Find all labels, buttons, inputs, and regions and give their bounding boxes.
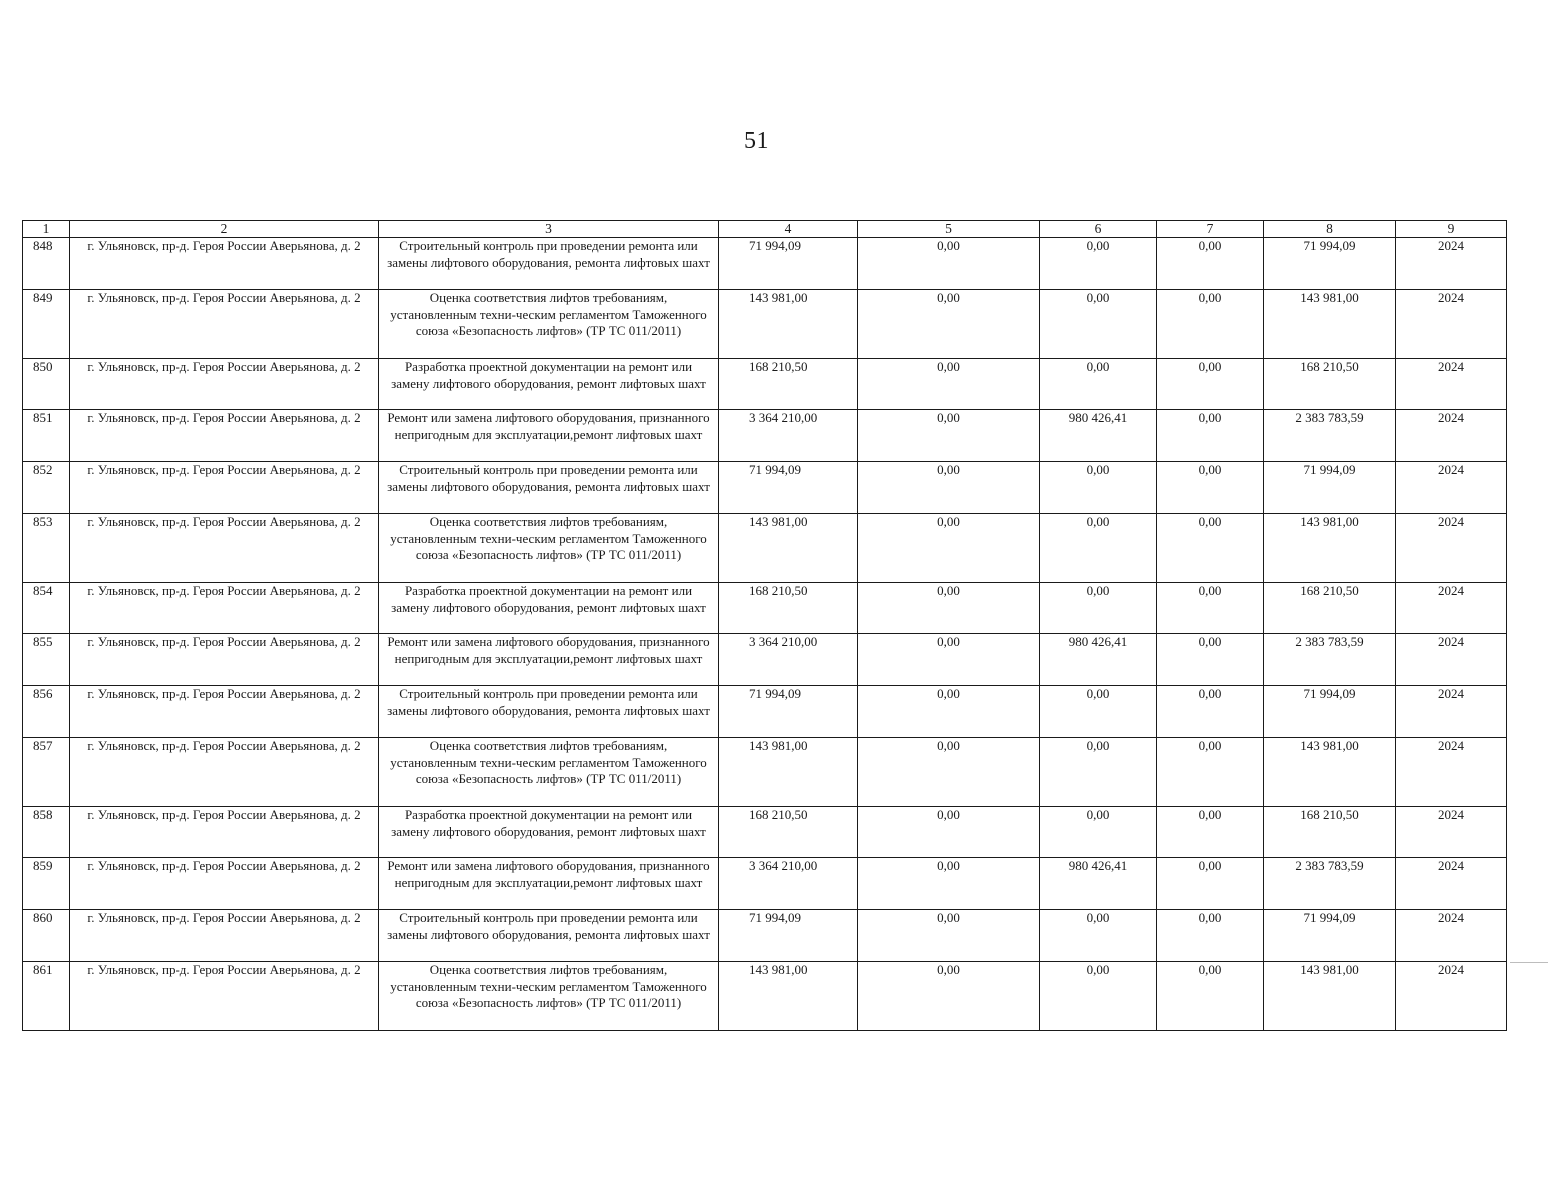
work-type-cell: Ремонт или замена лифтового оборудования, признанного непригодным для эксплуатации,ремонт лифтовых шахт [379, 858, 719, 910]
row-number-cell: 857 [23, 738, 70, 807]
col8-value-cell: 71 994,09 [1264, 686, 1396, 738]
row-number-cell: 853 [23, 514, 70, 583]
address-cell: г. Ульяновск, пр-д. Героя России Аверьянова, д. 2 [70, 858, 379, 910]
row-number-cell: 856 [23, 686, 70, 738]
row-number-cell: 858 [23, 807, 70, 858]
col7-value-cell: 0,00 [1157, 462, 1264, 514]
address-cell: г. Ульяновск, пр-д. Героя России Аверьянова, д. 2 [70, 359, 379, 410]
header-col-7: 7 [1157, 221, 1264, 238]
col5-value-cell: 0,00 [858, 359, 1040, 410]
page-number: 51 [744, 128, 769, 154]
col8-value-cell: 143 981,00 [1264, 962, 1396, 1031]
table-row [23, 807, 1507, 858]
col7-value-cell: 0,00 [1157, 738, 1264, 807]
row-number-cell: 852 [23, 462, 70, 514]
col6-value-cell: 980 426,41 [1040, 858, 1157, 910]
header-col-3: 3 [379, 221, 719, 238]
col7-value-cell: 0,00 [1157, 858, 1264, 910]
table-row [23, 462, 1507, 514]
col5-value-cell: 0,00 [858, 238, 1040, 290]
col6-value-cell: 0,00 [1040, 583, 1157, 634]
col6-value-cell: 980 426,41 [1040, 634, 1157, 686]
table-row [23, 290, 1507, 359]
total-cost-cell: 3 364 210,00 [719, 858, 858, 910]
col6-value-cell: 980 426,41 [1040, 410, 1157, 462]
year-cell: 2024 [1396, 359, 1507, 410]
col8-value-cell: 2 383 783,59 [1264, 634, 1396, 686]
year-cell: 2024 [1396, 514, 1507, 583]
address-cell: г. Ульяновск, пр-д. Героя России Аверьянова, д. 2 [70, 962, 379, 1031]
work-type-cell: Оценка соответствия лифтов требованиям, установленным техни-ческим регламентом Таможенного союза «Безопасность лифтов» (ТР ТС 011/2011) [379, 290, 719, 359]
col7-value-cell: 0,00 [1157, 807, 1264, 858]
total-cost-cell: 71 994,09 [719, 686, 858, 738]
work-type-cell: Оценка соответствия лифтов требованиям, установленным техни-ческим регламентом Таможенного союза «Безопасность лифтов» (ТР ТС 011/2011) [379, 962, 719, 1031]
col5-value-cell: 0,00 [858, 910, 1040, 962]
table-row [23, 634, 1507, 686]
col8-value-cell: 143 981,00 [1264, 514, 1396, 583]
header-col-8: 8 [1264, 221, 1396, 238]
header-col-6: 6 [1040, 221, 1157, 238]
col6-value-cell: 0,00 [1040, 910, 1157, 962]
total-cost-cell: 143 981,00 [719, 962, 858, 1031]
year-cell: 2024 [1396, 290, 1507, 359]
address-cell: г. Ульяновск, пр-д. Героя России Аверьянова, д. 2 [70, 910, 379, 962]
work-type-cell: Разработка проектной документации на ремонт или замену лифтового оборудования, ремонт лифтовых шахт [379, 807, 719, 858]
total-cost-cell: 168 210,50 [719, 359, 858, 410]
row-number-cell: 854 [23, 583, 70, 634]
year-cell: 2024 [1396, 807, 1507, 858]
year-cell: 2024 [1396, 462, 1507, 514]
col8-value-cell: 2 383 783,59 [1264, 858, 1396, 910]
table-row [23, 738, 1507, 807]
col8-value-cell: 168 210,50 [1264, 807, 1396, 858]
year-cell: 2024 [1396, 962, 1507, 1031]
capital-repair-register-table [22, 220, 1507, 1031]
row-number-cell: 861 [23, 962, 70, 1031]
col6-value-cell: 0,00 [1040, 238, 1157, 290]
work-type-cell: Разработка проектной документации на ремонт или замену лифтового оборудования, ремонт лифтовых шахт [379, 583, 719, 634]
work-type-cell: Разработка проектной документации на ремонт или замену лифтового оборудования, ремонт лифтовых шахт [379, 359, 719, 410]
col6-value-cell: 0,00 [1040, 462, 1157, 514]
header-row [23, 221, 1507, 238]
total-cost-cell: 3 364 210,00 [719, 410, 858, 462]
table-row [23, 686, 1507, 738]
col8-value-cell: 2 383 783,59 [1264, 410, 1396, 462]
table-row [23, 238, 1507, 290]
total-cost-cell: 143 981,00 [719, 514, 858, 583]
year-cell: 2024 [1396, 410, 1507, 462]
table-row [23, 359, 1507, 410]
address-cell: г. Ульяновск, пр-д. Героя России Аверьянова, д. 2 [70, 738, 379, 807]
col8-value-cell: 143 981,00 [1264, 290, 1396, 359]
work-type-cell: Строительный контроль при проведении ремонта или замены лифтового оборудования, ремонта лифтовых шахт [379, 238, 719, 290]
scan-artifact-line [1510, 962, 1548, 963]
col5-value-cell: 0,00 [858, 738, 1040, 807]
col5-value-cell: 0,00 [858, 962, 1040, 1031]
year-cell: 2024 [1396, 858, 1507, 910]
work-type-cell: Оценка соответствия лифтов требованиям, установленным техни-ческим регламентом Таможенного союза «Безопасность лифтов» (ТР ТС 011/2011) [379, 514, 719, 583]
col6-value-cell: 0,00 [1040, 686, 1157, 738]
table-row [23, 858, 1507, 910]
year-cell: 2024 [1396, 738, 1507, 807]
col7-value-cell: 0,00 [1157, 359, 1264, 410]
table-row [23, 514, 1507, 583]
table-row [23, 910, 1507, 962]
row-number-cell: 851 [23, 410, 70, 462]
address-cell: г. Ульяновск, пр-д. Героя России Аверьянова, д. 2 [70, 238, 379, 290]
col8-value-cell: 71 994,09 [1264, 462, 1396, 514]
col5-value-cell: 0,00 [858, 686, 1040, 738]
col5-value-cell: 0,00 [858, 807, 1040, 858]
address-cell: г. Ульяновск, пр-д. Героя России Аверьянова, д. 2 [70, 462, 379, 514]
total-cost-cell: 168 210,50 [719, 583, 858, 634]
col7-value-cell: 0,00 [1157, 910, 1264, 962]
col5-value-cell: 0,00 [858, 634, 1040, 686]
work-type-cell: Строительный контроль при проведении ремонта или замены лифтового оборудования, ремонта лифтовых шахт [379, 910, 719, 962]
col5-value-cell: 0,00 [858, 410, 1040, 462]
total-cost-cell: 71 994,09 [719, 238, 858, 290]
address-cell: г. Ульяновск, пр-д. Героя России Аверьянова, д. 2 [70, 290, 379, 359]
work-type-cell: Строительный контроль при проведении ремонта или замены лифтового оборудования, ремонта лифтовых шахт [379, 686, 719, 738]
header-col-2: 2 [70, 221, 379, 238]
row-number-cell: 859 [23, 858, 70, 910]
year-cell: 2024 [1396, 583, 1507, 634]
col7-value-cell: 0,00 [1157, 962, 1264, 1031]
col5-value-cell: 0,00 [858, 514, 1040, 583]
address-cell: г. Ульяновск, пр-д. Героя России Аверьянова, д. 2 [70, 583, 379, 634]
total-cost-cell: 71 994,09 [719, 910, 858, 962]
col7-value-cell: 0,00 [1157, 583, 1264, 634]
table-row [23, 583, 1507, 634]
row-number-cell: 860 [23, 910, 70, 962]
col7-value-cell: 0,00 [1157, 410, 1264, 462]
col8-value-cell: 71 994,09 [1264, 910, 1396, 962]
header-col-1: 1 [23, 221, 70, 238]
row-number-cell: 850 [23, 359, 70, 410]
table-body [23, 238, 1507, 1031]
header-col-9: 9 [1396, 221, 1507, 238]
row-number-cell: 849 [23, 290, 70, 359]
col8-value-cell: 168 210,50 [1264, 359, 1396, 410]
address-cell: г. Ульяновск, пр-д. Героя России Аверьянова, д. 2 [70, 410, 379, 462]
address-cell: г. Ульяновск, пр-д. Героя России Аверьянова, д. 2 [70, 807, 379, 858]
row-number-cell: 855 [23, 634, 70, 686]
col7-value-cell: 0,00 [1157, 686, 1264, 738]
col6-value-cell: 0,00 [1040, 807, 1157, 858]
address-cell: г. Ульяновск, пр-д. Героя России Аверьянова, д. 2 [70, 514, 379, 583]
col5-value-cell: 0,00 [858, 462, 1040, 514]
year-cell: 2024 [1396, 238, 1507, 290]
col7-value-cell: 0,00 [1157, 514, 1264, 583]
col8-value-cell: 168 210,50 [1264, 583, 1396, 634]
work-type-cell: Ремонт или замена лифтового оборудования, признанного непригодным для эксплуатации,ремонт лифтовых шахт [379, 634, 719, 686]
col7-value-cell: 0,00 [1157, 290, 1264, 359]
year-cell: 2024 [1396, 910, 1507, 962]
col6-value-cell: 0,00 [1040, 738, 1157, 807]
col5-value-cell: 0,00 [858, 583, 1040, 634]
total-cost-cell: 143 981,00 [719, 738, 858, 807]
year-cell: 2024 [1396, 634, 1507, 686]
total-cost-cell: 3 364 210,00 [719, 634, 858, 686]
table-row [23, 410, 1507, 462]
col6-value-cell: 0,00 [1040, 514, 1157, 583]
col5-value-cell: 0,00 [858, 858, 1040, 910]
year-cell: 2024 [1396, 686, 1507, 738]
header-col-4: 4 [719, 221, 858, 238]
address-cell: г. Ульяновск, пр-д. Героя России Аверьянова, д. 2 [70, 686, 379, 738]
col5-value-cell: 0,00 [858, 290, 1040, 359]
work-type-cell: Строительный контроль при проведении ремонта или замены лифтового оборудования, ремонта лифтовых шахт [379, 462, 719, 514]
col6-value-cell: 0,00 [1040, 359, 1157, 410]
work-type-cell: Оценка соответствия лифтов требованиям, установленным техни-ческим регламентом Таможенного союза «Безопасность лифтов» (ТР ТС 011/2011) [379, 738, 719, 807]
table-header [23, 221, 1507, 238]
table-row [23, 962, 1507, 1031]
col8-value-cell: 71 994,09 [1264, 238, 1396, 290]
col8-value-cell: 143 981,00 [1264, 738, 1396, 807]
col7-value-cell: 0,00 [1157, 238, 1264, 290]
row-number-cell: 848 [23, 238, 70, 290]
header-col-5: 5 [858, 221, 1040, 238]
total-cost-cell: 168 210,50 [719, 807, 858, 858]
work-type-cell: Ремонт или замена лифтового оборудования, признанного непригодным для эксплуатации,ремонт лифтовых шахт [379, 410, 719, 462]
total-cost-cell: 71 994,09 [719, 462, 858, 514]
total-cost-cell: 143 981,00 [719, 290, 858, 359]
col6-value-cell: 0,00 [1040, 962, 1157, 1031]
address-cell: г. Ульяновск, пр-д. Героя России Аверьянова, д. 2 [70, 634, 379, 686]
col6-value-cell: 0,00 [1040, 290, 1157, 359]
col7-value-cell: 0,00 [1157, 634, 1264, 686]
